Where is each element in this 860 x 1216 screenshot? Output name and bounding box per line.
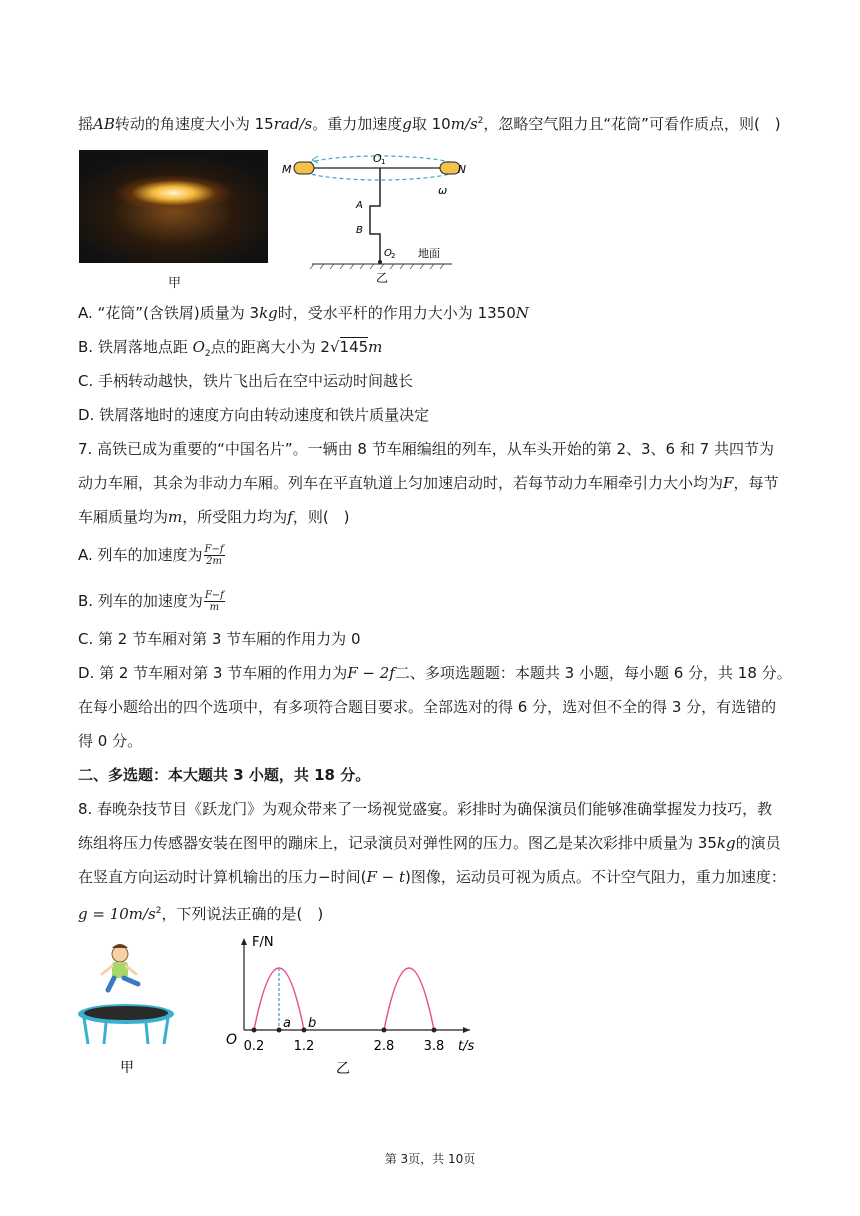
tick-label-1: 0.2: [243, 1039, 265, 1054]
q6-option-c: C. 手柄转动越快，铁片飞出后在空中运动时间越长: [78, 372, 414, 390]
q6-option-b: B. 铁屑落地点距 $O_2$点的距离大小为 2√145m: [78, 338, 383, 359]
origin-label: O: [226, 1032, 238, 1048]
q7-option-c: C. 第 2 节车厢对第 3 节车厢的作用力为 0: [78, 630, 361, 648]
label-O2-sub: 2: [391, 252, 396, 260]
pulse-start-point-1: [252, 1028, 257, 1033]
q8-line4: $g = 10m/s^2$，下列说法正确的是( ): [78, 905, 324, 923]
pulse-start-point-2: [382, 1028, 387, 1033]
q7-line2: 动力车厢，其余为非动力车厢。列车在平直轨道上匀加速启动时，若每节动力车厢牵引力大小均为F，每节: [78, 474, 779, 492]
force-pulse-2: [384, 968, 434, 1030]
q7-option-b: B. 列车的加速度为 $\frac{F-f}{m}$: [78, 590, 224, 613]
section-heading: 二、多选题：本大题共 3 小题，共 18 分。: [78, 766, 371, 784]
pulse-end-point-1: [302, 1028, 307, 1033]
trampoline-illustration: [76, 940, 186, 1080]
label-ground: 地面: [418, 247, 440, 260]
label-A: A: [356, 200, 363, 211]
tick-label-2: 1.2: [293, 1039, 315, 1054]
page-footer: 第 3页，共 10页: [384, 1152, 476, 1166]
q7-option-d: D. 第 2 节车厢对第 3 节车厢的作用力为F − 2f二、多项选题题：本题共 3 小题，每小题 6 分，共 18 分。: [78, 664, 792, 682]
fig1-caption-right: 乙: [376, 271, 389, 285]
q6-stem: 摇AB转动的角速度大小为 15rad/s。重力加速度g取 $10m/s^2$，忽略空气阻力且“花筒”可看作质点，则( ): [78, 115, 781, 133]
instructions-cont1: 在每小题给出的四个选项中，有多项符合题目要求。全部选对的得 6 分，选对但不全的得 3 分，有选错的: [78, 698, 777, 716]
q7-line3: 车厢质量均为m，所受阻力均为f，则( ): [78, 508, 350, 526]
q8-line1: 8. 春晚杂技节目《跃龙门》为观众带来了一场视觉盛宴。彩排时为确保演员们能够准确掌握发力技巧，教: [78, 800, 773, 818]
tick-label-4: 3.8: [423, 1039, 445, 1054]
label-B: B: [356, 225, 363, 236]
instructions-cont2: 得 0 分。: [78, 732, 143, 750]
q6-option-d: D. 铁屑落地时的速度方向由转动速度和铁片质量决定: [78, 406, 430, 424]
label-O2: O: [384, 248, 392, 259]
point-a-dot: [277, 1028, 282, 1033]
fig2-caption-right: 乙: [336, 1061, 350, 1077]
q7-option-a: A. 列车的加速度为 $\frac{F-f}{2m}$: [78, 544, 224, 567]
label-N: N: [457, 163, 466, 176]
label-omega: ω: [438, 184, 448, 197]
tick-label-3: 2.8: [373, 1039, 395, 1054]
label-O1-sub: 1: [381, 158, 386, 166]
force-time-chart: [220, 930, 490, 1080]
q8-line2: 练组将压力传感器安装在图甲的蹦床上，记录演员对弹性网的压力。图乙是某次彩排中质量为 35kg的演员: [78, 834, 781, 852]
fig1-caption-left: 甲: [168, 276, 182, 291]
q6-option-a: A. “花筒”(含铁屑)质量为 3kg时，受水平杆的作用力大小为 1350N: [78, 304, 529, 322]
y-axis-label: F/N: [252, 935, 274, 950]
firework-photo: [79, 150, 268, 263]
fig2-caption-left: 甲: [120, 1060, 134, 1076]
x-axis-label: t/s: [458, 1039, 475, 1054]
pulse-end-point-2: [432, 1028, 437, 1033]
rotating-arm-diagram: [282, 146, 466, 286]
q7-line1: 7. 高铁已成为重要的“中国名片”。一辆由 8 节车厢编组的列车，从车头开始的第 2、3、6 和 7 共四节为: [78, 440, 774, 458]
point-b-label: b: [308, 1016, 317, 1031]
label-O1: O: [373, 152, 382, 165]
point-a-label: a: [283, 1016, 291, 1031]
q8-line3: 在竖直方向运动时计算机输出的压力−时间(F − t)图像，运动员可视为质点。不计空气阻力，重力加速度：: [78, 868, 786, 886]
label-M: M: [282, 163, 292, 176]
